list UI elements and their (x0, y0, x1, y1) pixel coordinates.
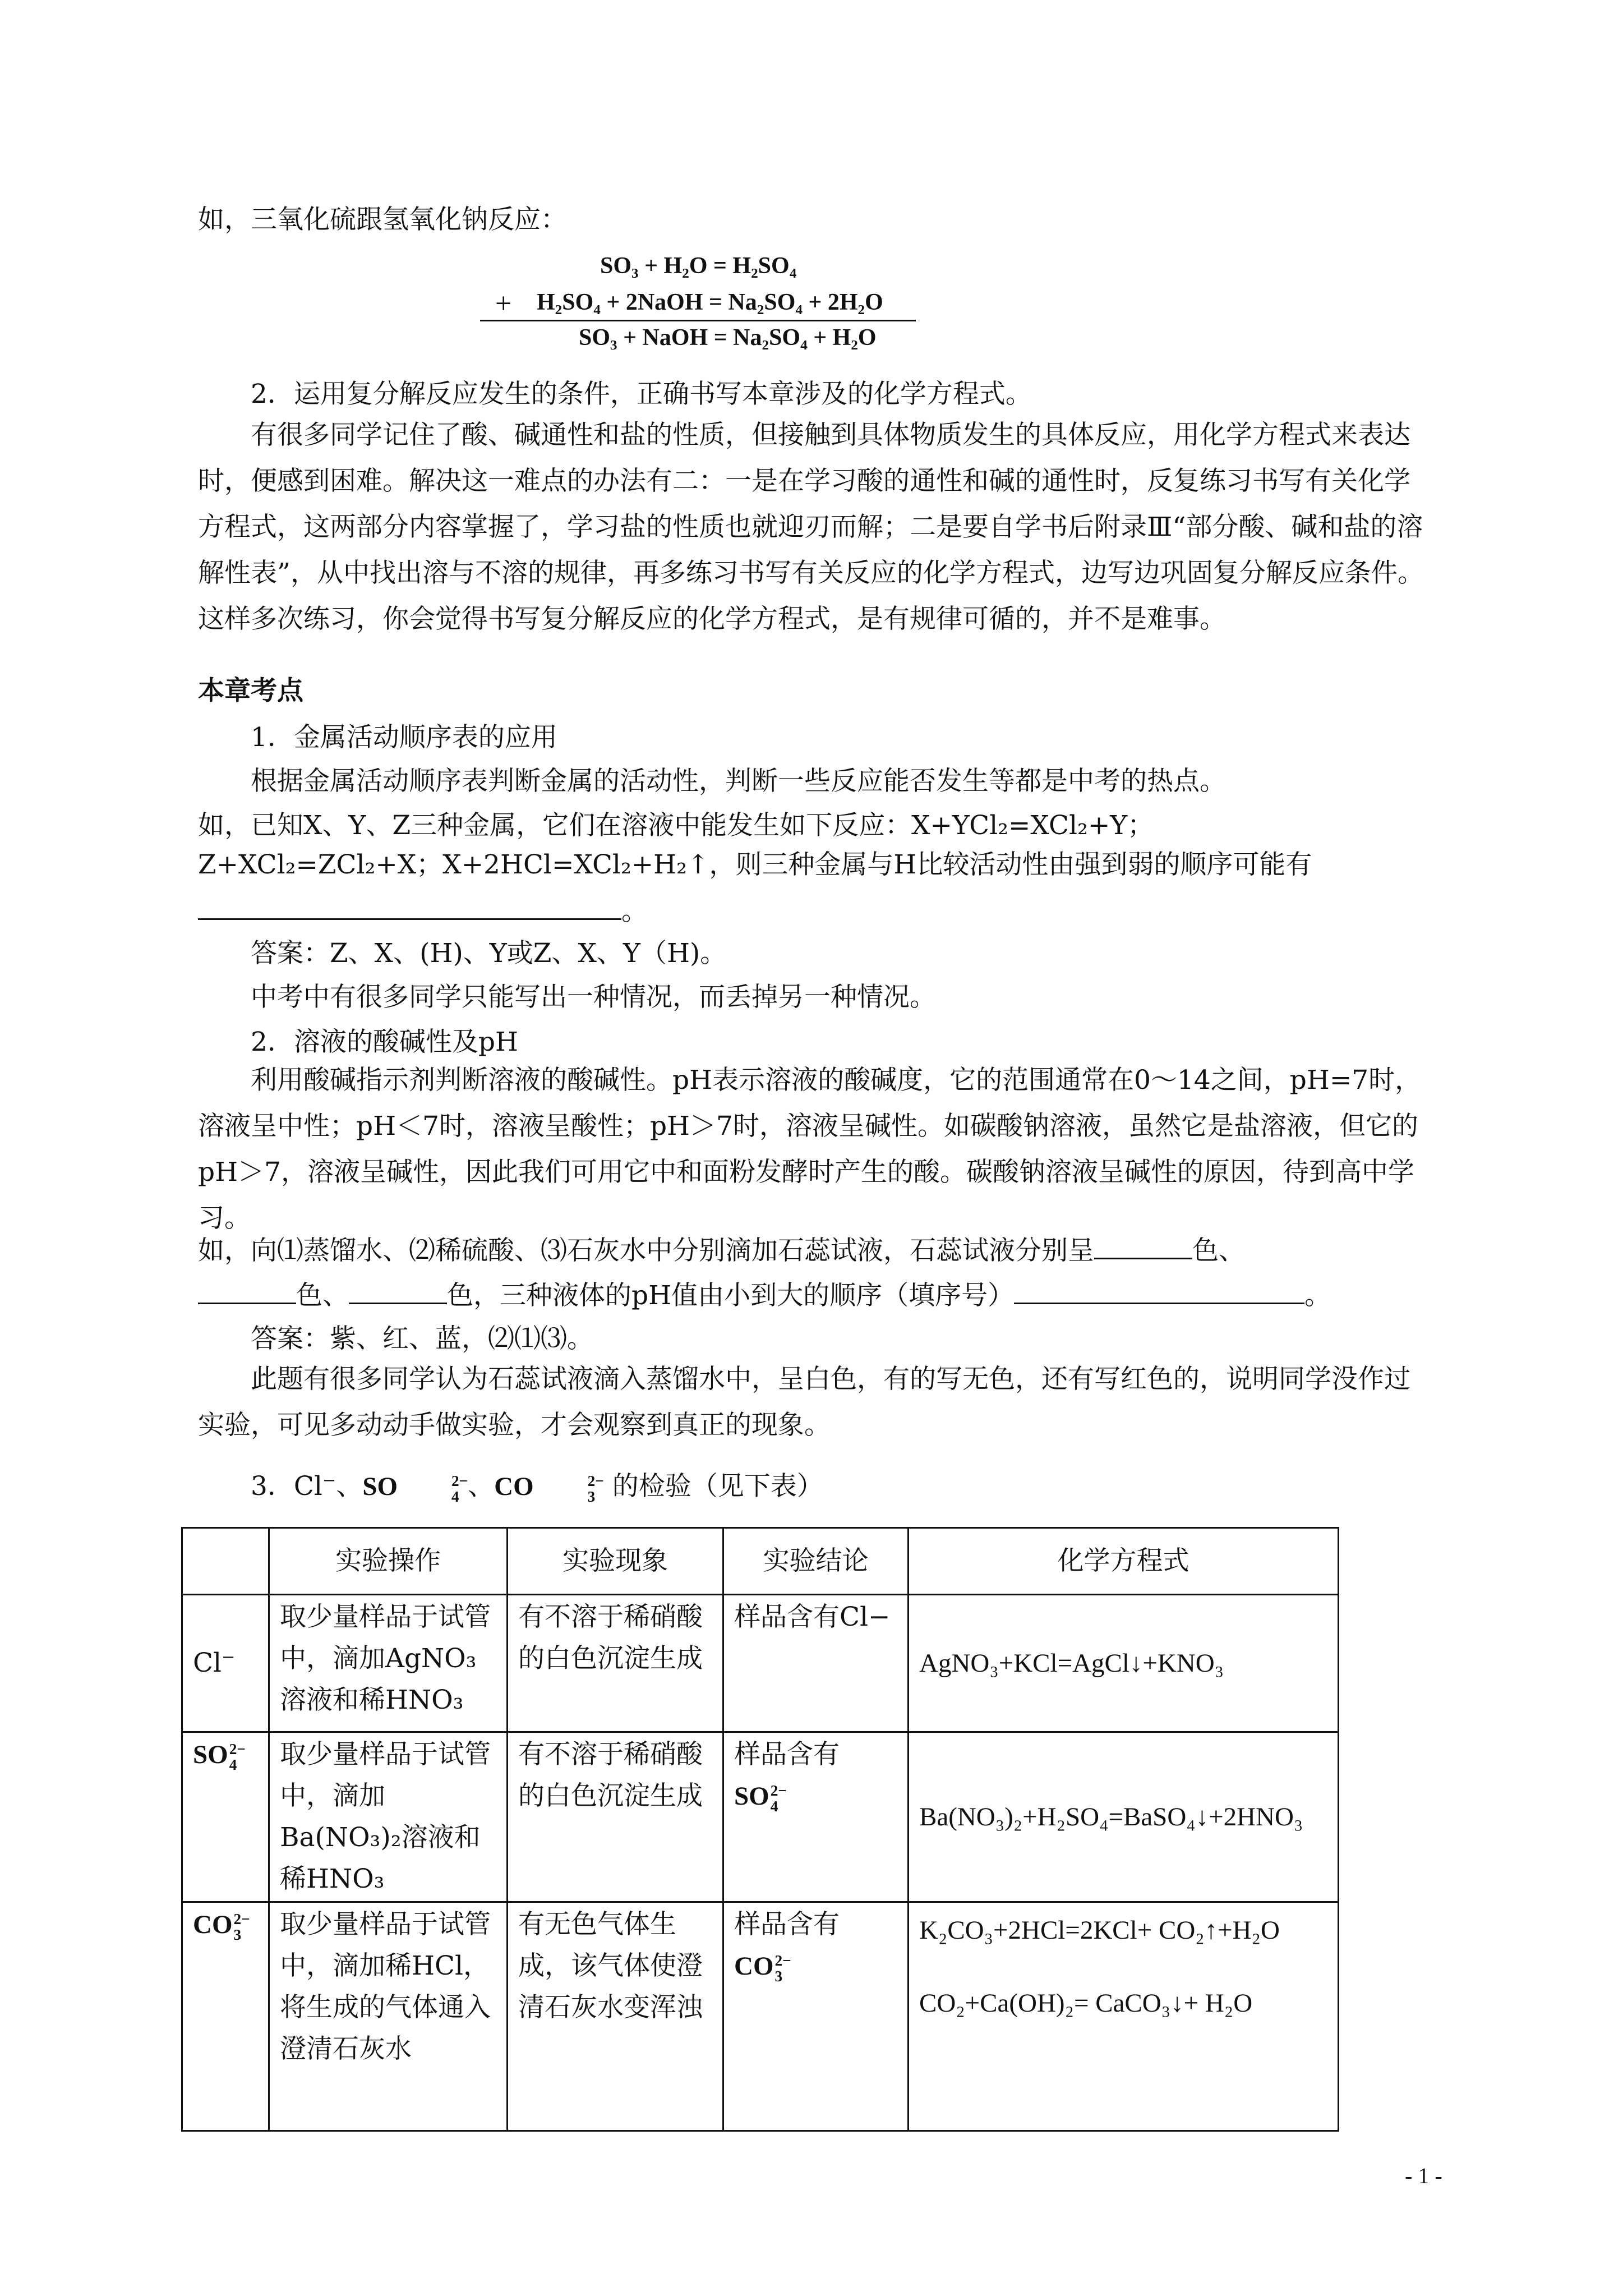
point2-body: 利用酸碱指示剂判断溶液的酸碱性。pH表示溶液的酸碱度，它的范围通常在0～14之间，pH=7时，溶液呈中性；pH＜7时，溶液呈酸性；pH＞7时，溶液呈碱性。如碳酸钠溶液，虽然它是盐溶液，但它的pH＞7，溶液呈碱性，因此我们可用它中和面粉发酵时产生的酸。碳酸钠溶液呈碱性的原因，待到高中学习。 (198, 1065, 1422, 1234)
equation-line-2: CO₂+Ca(OH)₂= CaCO₃↓+ H₂O (919, 1989, 1253, 2018)
equation-1: SO₃ + H₂O = H₂SO₄ (600, 253, 797, 279)
equation-line-1: K₂CO₃+2HCl=2KCl+ CO₂↑+H₂O (919, 1916, 1280, 1945)
point1-title: 1．金属活动顺序表的应用 (251, 722, 557, 753)
blank-end-punct: 。 (621, 896, 648, 927)
conclusion-cell: 样品含有 SO 2− 4 (723, 1732, 909, 1902)
header-equation: 化学方程式 (909, 1528, 1339, 1595)
point3-title-prefix: 3．Cl (251, 1471, 322, 1502)
point1-note: 中考中有很多同学只能写出一种情况，而丢掉另一种情况。 (251, 982, 936, 1013)
plus-sign: + (495, 288, 512, 320)
color-blank-3[interactable] (349, 1302, 447, 1304)
table-row-carbonate (182, 1902, 1339, 2131)
header-conclusion: 实验结论 (723, 1528, 909, 1595)
equation-result: SO₃ + NaOH = Na₂SO₄ + H₂O (579, 325, 877, 351)
point1-example-line1: 如，已知X、Y、Z三种金属，它们在溶液中能发生如下反应：X+YCl₂=XCl₂+Y； (198, 810, 1154, 841)
conclusion-cell: 样品含有Cl− (723, 1595, 909, 1732)
point1-blank-line (198, 895, 648, 928)
table-row-sulfate (182, 1732, 1339, 1902)
sum-line (480, 320, 916, 321)
ion-cell-chloride: Cl− (182, 1595, 269, 1732)
header-phenomenon: 实验现象 (508, 1528, 723, 1595)
question-end-punct: 。 (1304, 1280, 1331, 1311)
table-row-chloride (182, 1595, 1339, 1732)
table-header-row (182, 1528, 1339, 1595)
operation-cell: 取少量样品于试管中，滴加AgNO₃溶液和稀HNO₃ (269, 1595, 508, 1732)
point1-example-line2: Z+XCl₂=ZCl₂+X；X+2HCl=XCl₂+H₂↑，则三种金属与H比较活动性由强到弱的顺序可能有 (198, 849, 1312, 880)
header-operation: 实验操作 (269, 1528, 508, 1595)
carbonate-formula: CO 2− 3 (494, 1472, 604, 1506)
point3-title: 3．Cl−、SO 2− 4 、CO 2− 3 的检验（见下表） (251, 1470, 823, 1506)
operation-cell: 取少量样品于试管中，滴加稀HCl，将生成的气体通入澄清石灰水 (269, 1902, 508, 2131)
intro-text: 如，三氧化硫跟氢氧化钠反应： (198, 204, 567, 235)
color-blank-1[interactable] (1094, 1257, 1192, 1259)
color-word-2: 色、 (296, 1280, 349, 1311)
operation-cell: 取少量样品于试管中，滴加Ba(NO₃)₂溶液和稀HNO₃ (269, 1732, 508, 1902)
point3-title-suffix: 的检验（见下表） (612, 1471, 823, 1502)
answer-blank[interactable] (198, 918, 621, 920)
point2-note-paragraph (198, 1356, 1432, 1448)
point2-note: 此题有很多同学认为石蕊试液滴入蒸馏水中，呈白色，有的写无色，还有写红色的，说明同学没作过实验，可见多动动手做实验，才会观察到真正的现象。 (198, 1364, 1410, 1441)
ion-test-table (181, 1527, 1339, 2132)
item2-title: 2．运用复分解反应发生的条件，正确书写本章涉及的化学方程式。 (251, 379, 1032, 409)
item2-body: 有很多同学记住了酸、碱通性和盐的性质，但接触到具体物质发生的具体反应，用化学方程式来表达时，便感到困难。解决这一难点的办法有二：一是在学习酸的通性和碱的通性时，反复练习书写有关化学方程式，这两部分内容掌握了，学习盐的性质也就迎刃而解；二是要自学书后附录Ⅲ“部分酸、碱和盐的溶解性表”，从中找出溶与不溶的规律，再多练习书写有关反应的化学方程式，边写边巩固复分解反应条件。这样多次练习，你会觉得书写复分解反应的化学方程式，是有规律可循的，并不是难事。 (198, 420, 1424, 634)
point2-title: 2．溶液的酸碱性及pH (251, 1027, 518, 1057)
sulfate-formula: SO 2− 4 (362, 1472, 468, 1506)
point2-question-line2 (198, 1279, 1331, 1313)
equation-2: H₂SO₄ + 2NaOH = Na₂SO₄ + 2H₂O (537, 289, 883, 315)
equation-cell: Ba(NO₃)₂+H₂SO₄=BaSO₄↓+2HNO₃ (909, 1732, 1339, 1902)
point2-question-line1 (198, 1234, 1245, 1268)
question-text: 如，向⑴蒸馏水、⑵稀硫酸、⑶石灰水中分别滴加石蕊试液，石蕊试液分别呈 (198, 1235, 1094, 1266)
point2-answer: 答案：紫、红、蓝，⑵⑴⑶。 (251, 1323, 593, 1354)
equation-cell (909, 1902, 1339, 2131)
order-blank[interactable] (1014, 1302, 1304, 1304)
point2-paragraph (198, 1057, 1432, 1241)
phenomenon-cell: 有不溶于稀硝酸的白色沉淀生成 (508, 1732, 723, 1902)
page-number: - 1 - (1405, 2163, 1442, 2188)
cl-charge: − (322, 1470, 336, 1490)
phenomenon-cell: 有不溶于稀硝酸的白色沉淀生成 (508, 1595, 723, 1732)
color-word-1: 色、 (1192, 1235, 1245, 1266)
equation-cell: AgNO₃+KCl=AgCl↓+KNO₃ (909, 1595, 1339, 1732)
ion-cell-sulfate: SO 2− 4 (182, 1732, 269, 1902)
header-ion (182, 1528, 269, 1595)
conclusion-cell: 样品含有 CO 2− 3 (723, 1902, 909, 2131)
phenomenon-cell: 有无色气体生成，该气体使澄清石灰水变浑浊 (508, 1902, 723, 2131)
question-text-2: 色，三种液体的pH值由小到大的顺序（填序号） (447, 1280, 1015, 1311)
color-blank-2[interactable] (198, 1302, 296, 1304)
point1-answer: 答案：Z、X、(H)、Y或Z、X、Y（H)。 (251, 938, 727, 969)
item2-paragraph (198, 412, 1432, 642)
section-heading: 本章考点 (198, 675, 303, 706)
point1-body: 根据金属活动顺序表判断金属的活动性，判断一些反应能否发生等都是中考的热点。 (251, 766, 1226, 797)
ion-cell-carbonate: CO 2− 3 (182, 1902, 269, 2131)
